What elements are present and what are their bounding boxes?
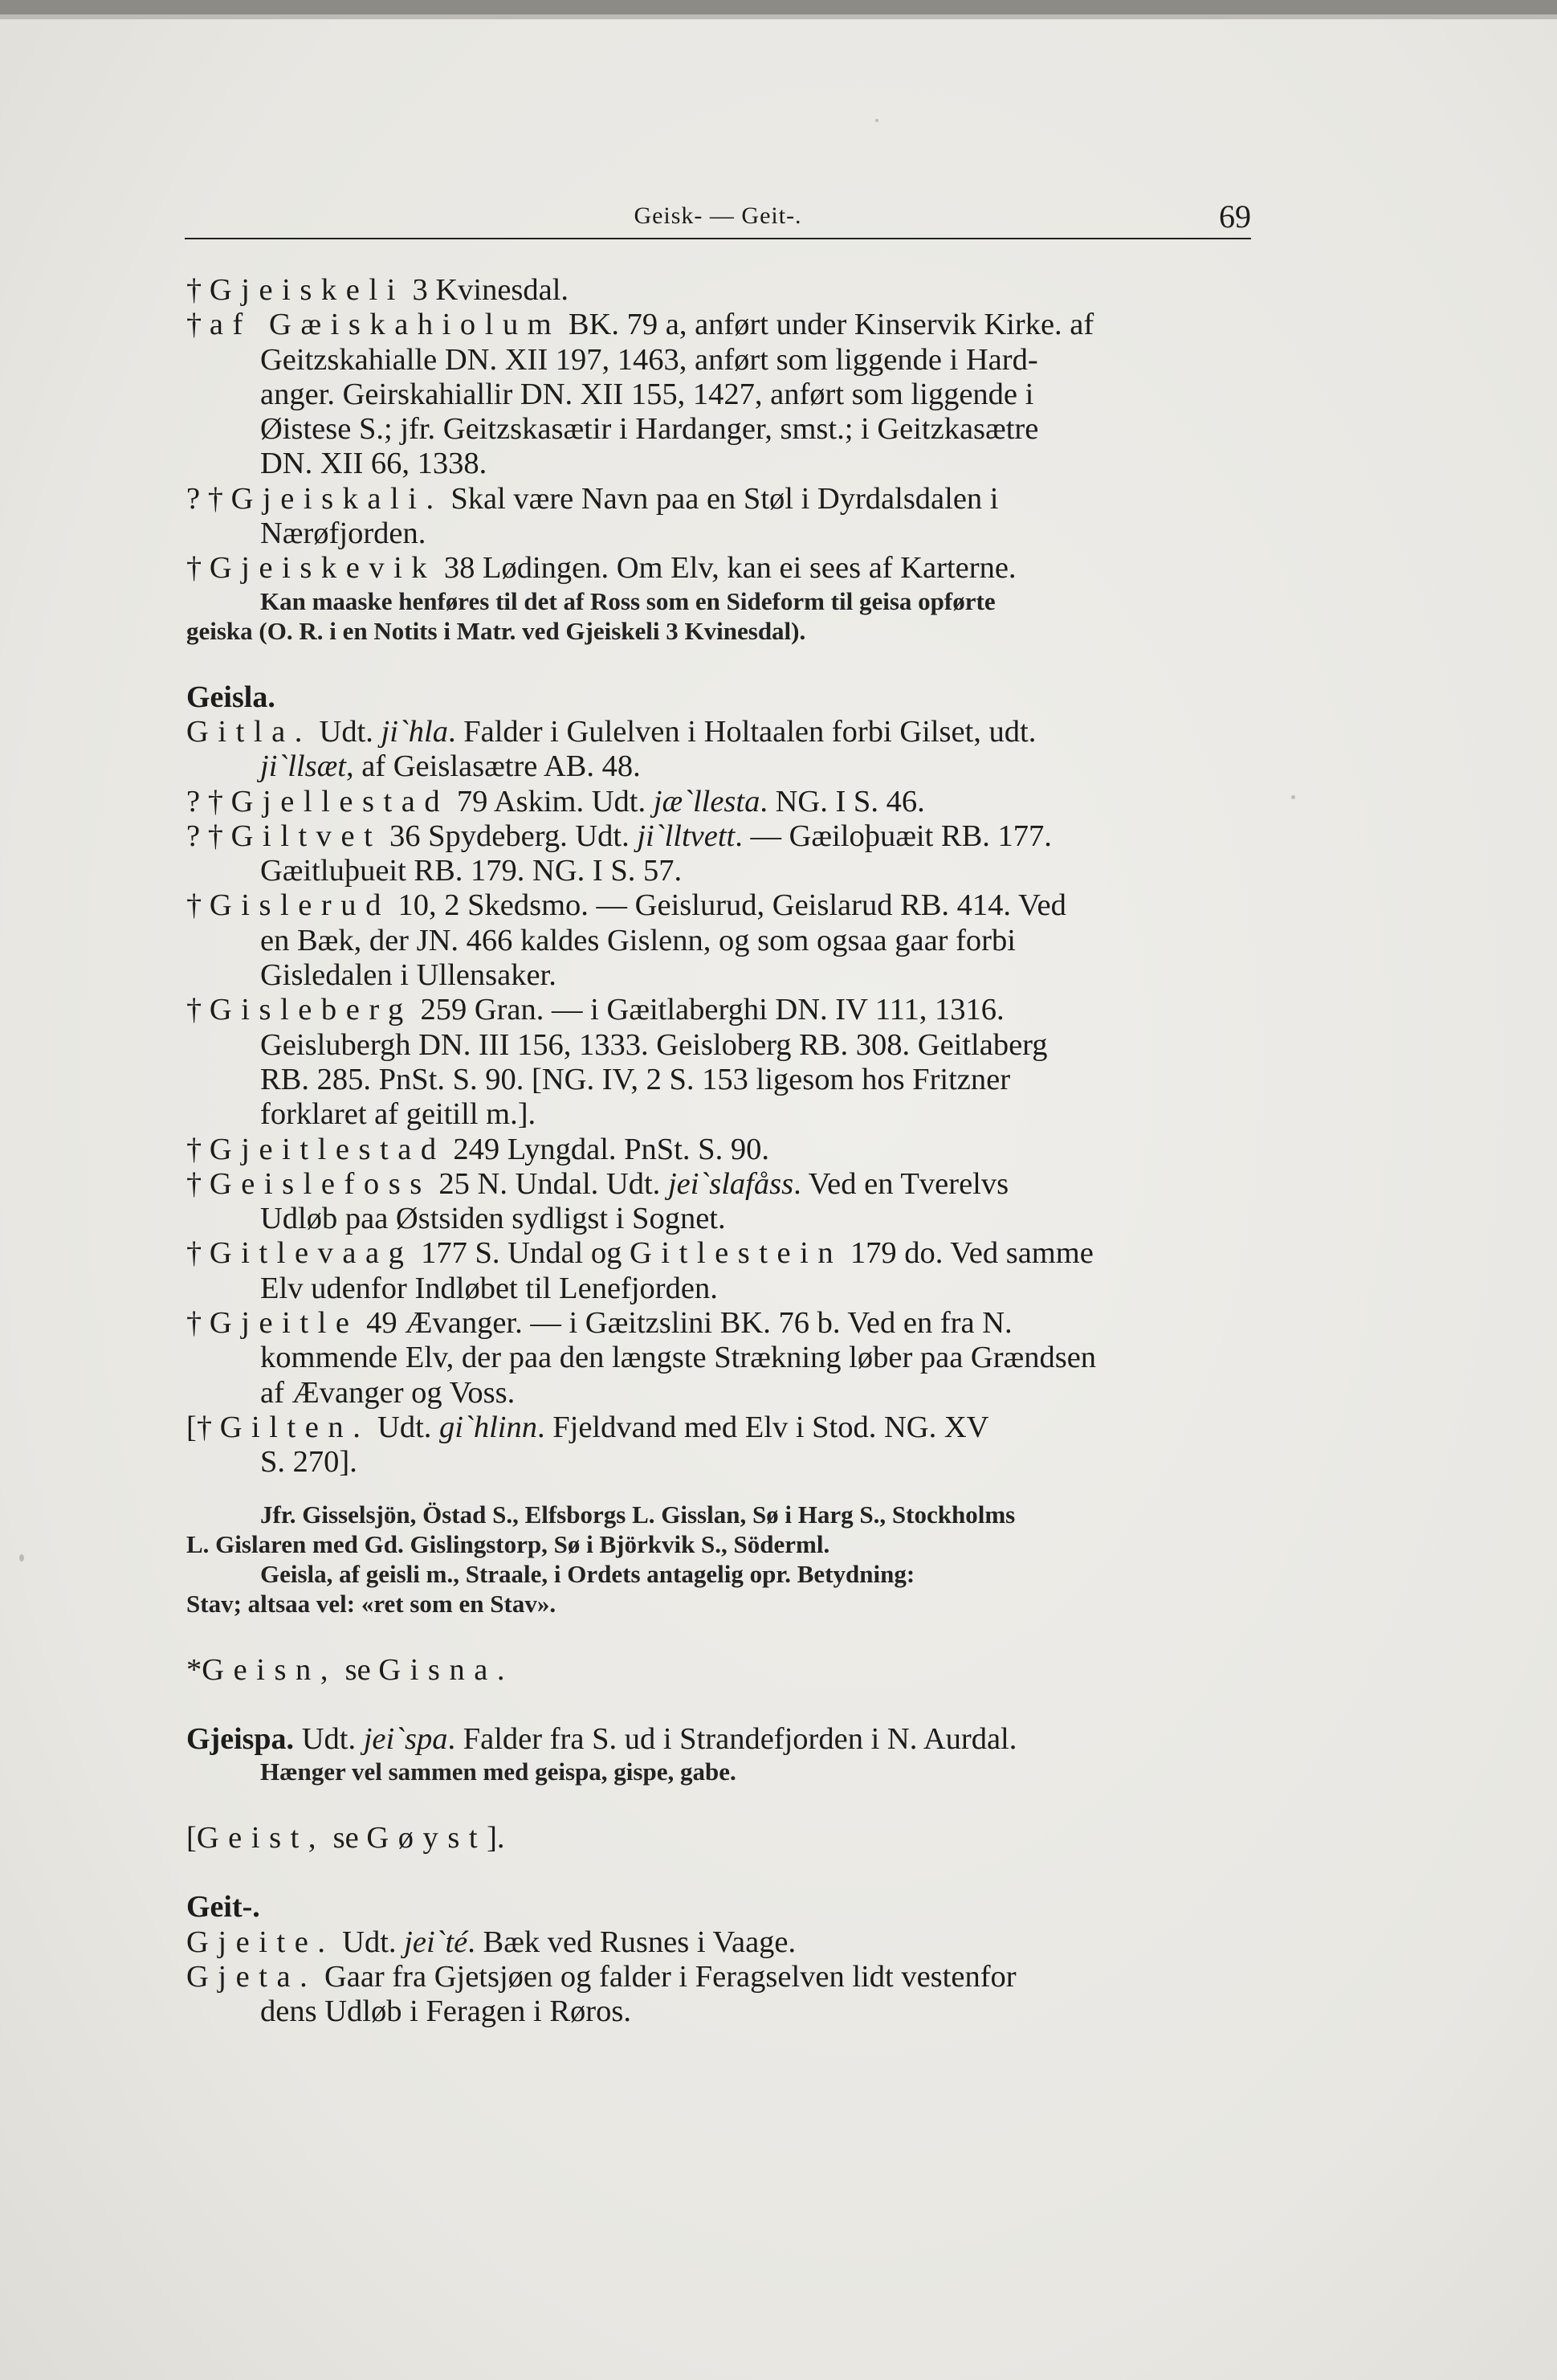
place-name: Gitlevaag [209, 1236, 414, 1271]
entry-line: † Gisleberg 259 Gran. — i Gæitlaberghi DN. IV 111, 1316. [186, 993, 1005, 1027]
entry-continuation: kommende Elv, der paa den længste Strækning løber paa Grændsen [260, 1341, 1097, 1375]
section-heading: Geisla. [186, 680, 275, 714]
place-name: Gitlestein [629, 1236, 843, 1271]
scan-edge-shadow [0, 14, 1557, 19]
page-number: 69 [1219, 198, 1251, 235]
entry-line: † Gjeiskeli 3 Kvinesdal. [186, 273, 569, 307]
place-name: af Gæiskahiolum [209, 308, 561, 342]
entry-continuation: ji`llsæt, af Geislasætre AB. 48. [260, 749, 641, 784]
entry-line: Gjeta. Gaar fra Gjetsjøen og falder i Feragselven lidt vestenfor [186, 1959, 1017, 1994]
entry-line: † Gjeiskevik 38 Lødingen. Om Elv, kan ei sees af Karterne. [186, 551, 1017, 586]
note-line: Stav; altsaa vel: «ret som en Stav». [186, 1589, 556, 1618]
entry-line: ? † Gjellestad 79 Askim. Udt. jæ`llesta. NG. I S. 46. [186, 784, 925, 819]
entry-continuation: DN. XII 66, 1338. [260, 447, 487, 481]
entry-continuation: Udløb paa Østsiden sydligst i Sognet. [260, 1202, 726, 1236]
place-name: Giltvet [230, 819, 382, 853]
entry-continuation: Elv udenfor Indløbet til Lenefjorden. [260, 1271, 718, 1305]
dictionary-entries [186, 273, 1251, 2030]
note-line: Kan maaske henføres til det af Ross som en Sideform til geisa opførte [260, 586, 996, 615]
cross-reference: *Geisn, se Gisna. [186, 1652, 515, 1687]
note-line: Geisla, af geisli m., Straale, i Ordets antagelig opr. Betydning: [260, 1559, 915, 1588]
entry-line: ? † Gjeiskali. Skal være Navn paa en Støl i Dyrdalsdalen i [186, 481, 999, 516]
entry-continuation: af Ævanger og Voss. [260, 1375, 516, 1410]
entry-line: Gitla. Udt. ji`hla. Falder i Gulelven i Holtaalen forbi Gilset, udt. [186, 714, 1037, 749]
running-head: Geisk- — Geit-. [634, 202, 802, 229]
entry-continuation: Gæitluþueit RB. 179. NG. I S. 57. [260, 854, 683, 888]
place-name: Gilten. [219, 1410, 370, 1444]
entry-continuation: dens Udløb i Feragen i Røros. [260, 1994, 631, 2029]
entry-continuation: Nærøfjorden. [260, 516, 426, 551]
scan-edge [0, 0, 1557, 14]
entry-continuation: Gisledalen i Ullensaker. [260, 958, 556, 993]
place-name: Geislefoss [209, 1166, 431, 1201]
place-name: Geisn, [202, 1652, 337, 1687]
entry-line: Gjeispa. Udt. jei`spa. Falder fra S. ud i Strandefjorden i N. Aurdal. [186, 1721, 1017, 1756]
place-name: Gjeiskali. [230, 481, 443, 516]
section-heading: Gjeispa. [186, 1721, 295, 1756]
entry-continuation: anger. Geirskahiallir DN. XII 155, 1427, anført som liggende i [260, 377, 1034, 411]
section-heading: Geit-. [186, 1890, 260, 1925]
entry-line: † Gjeitlestad 249 Lyngdal. PnSt. S. 90. [186, 1132, 769, 1166]
header-rule [185, 238, 1251, 239]
entry-line: † Geislefoss 25 N. Undal. Udt. jei`slafåss. Ved en Tverelvs [186, 1166, 1009, 1201]
entry-line: † Gitlevaag 177 S. Undal og Gitlestein 179 do. Ved samme [186, 1236, 1094, 1271]
place-name: Gislerud [209, 888, 390, 923]
entry-continuation: Geitzskahialle DN. XII 197, 1463, anført som liggende i Hard- [260, 342, 1038, 377]
place-name: Gjeite. [186, 1925, 335, 1959]
entry-line: ? † Giltvet 36 Spydeberg. Udt. ji`lltvett. — Gæiloþuæit RB. 177. [186, 819, 1052, 853]
place-name: Gjeta. [186, 1959, 317, 1994]
place-name: Gjeitlestad [209, 1132, 446, 1166]
entry-line: Gjeite. Udt. jei`té. Bæk ved Rusnes i Vaage. [186, 1925, 797, 1959]
entry-line: † af Gæiskahiolum BK. 79 a, anført under Kinservik Kirke. af [186, 308, 1094, 342]
entry-continuation: Øistese S.; jfr. Geitzskasætir i Hardanger, smst.; i Geitzkasætre [260, 412, 1039, 447]
entry-line: † Gjeitle 49 Ævanger. — i Gæitzslini BK. 76 b. Ved en fra N. [186, 1306, 1013, 1341]
note-line: Hænger vel sammen med geispa, gispe, gabe. [260, 1757, 736, 1786]
note-line: L. Gislaren med Gd. Gislingstorp, Sø i Björkvik S., Söderml. [186, 1529, 830, 1558]
place-name: Gjeiskeli [209, 273, 405, 307]
scan-speck [875, 119, 878, 122]
entry-line: † Gislerud 10, 2 Skedsmo. — Geislurud, Geislarud RB. 414. Ved [186, 888, 1066, 923]
entry-continuation: forklaret af geitill m.]. [260, 1097, 536, 1132]
place-name: Gitla. [186, 714, 312, 749]
place-name: Gjellestad [230, 784, 450, 819]
cross-reference: [Geist, se Gøyst]. [186, 1821, 505, 1855]
page-header [185, 191, 1251, 239]
place-name: Gisleberg [209, 993, 413, 1027]
entry-continuation: S. 270]. [260, 1445, 357, 1480]
entry-continuation: Geislubergh DN. III 156, 1333. Geisloberg RB. 308. Geitlaberg [260, 1027, 1048, 1062]
note-line: geiska (O. R. i en Notits i Matr. ved Gjeiskeli 3 Kvinesdal). [186, 616, 806, 645]
scan-speck [19, 1554, 24, 1561]
entry-continuation: RB. 285. PnSt. S. 90. [NG. IV, 2 S. 153 ligesom hos Fritzner [260, 1062, 1011, 1096]
place-name: Gjeiskevik [209, 551, 437, 586]
scan-speck [1291, 795, 1295, 799]
place-name: Gjeitle [209, 1306, 359, 1341]
entry-line: [† Gilten. Udt. gi`hlinn. Fjeldvand med Elv i Stod. NG. XV [186, 1410, 989, 1444]
note-line: Jfr. Gisselsjön, Östad S., Elfsborgs L. Gisslan, Sø i Harg S., Stockholms [260, 1500, 1016, 1529]
entry-continuation: en Bæk, der JN. 466 kaldes Gislenn, og som ogsaa gaar forbi [260, 923, 1016, 957]
